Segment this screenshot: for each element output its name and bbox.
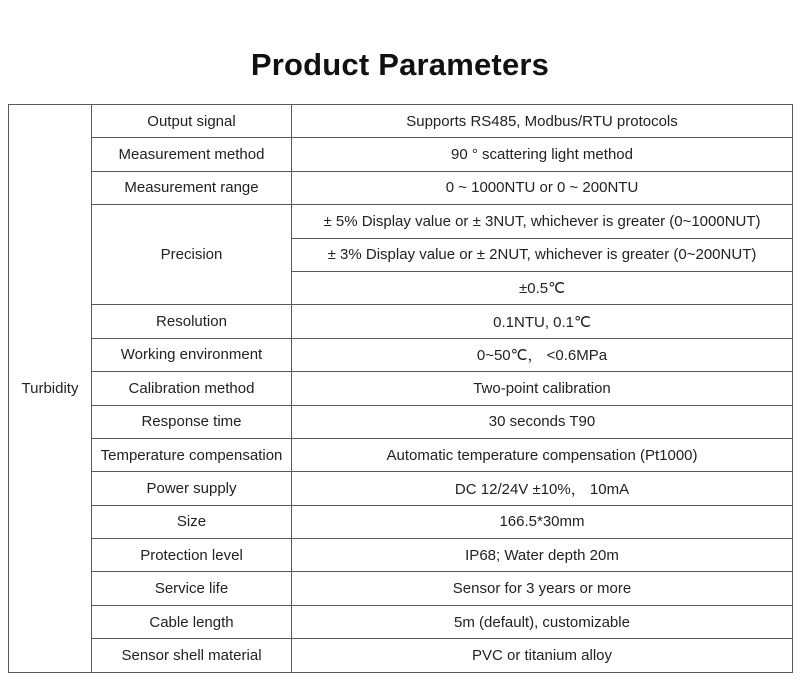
parameter-value-cell: 0 ~ 1000NTU or 0 ~ 200NTU bbox=[292, 171, 793, 204]
parameter-name-cell: Response time bbox=[92, 405, 292, 438]
parameter-value-cell: Two-point calibration bbox=[292, 372, 793, 405]
parameter-value-cell: Automatic temperature compensation (Pt1000) bbox=[292, 438, 793, 471]
parameter-name-cell: Sensor shell material bbox=[92, 639, 292, 672]
parameter-name-cell: Size bbox=[92, 505, 292, 538]
parameter-value-cell: 30 seconds T90 bbox=[292, 405, 793, 438]
parameter-name-cell: Protection level bbox=[92, 539, 292, 572]
table-row bbox=[9, 505, 793, 538]
parameter-value-cell: Sensor for 3 years or more bbox=[292, 572, 793, 605]
parameter-name-cell: Cable length bbox=[92, 605, 292, 638]
table-row bbox=[9, 105, 793, 138]
parameter-name-cell: Resolution bbox=[92, 305, 292, 338]
parameters-table-body bbox=[9, 105, 793, 673]
parameter-value-cell: 0.1NTU, 0.1℃ bbox=[292, 305, 793, 338]
parameter-value-cell: IP68; Water depth 20m bbox=[292, 539, 793, 572]
table-row bbox=[9, 305, 793, 338]
parameter-name-cell: Output signal bbox=[92, 105, 292, 138]
parameter-name-cell: Precision bbox=[92, 205, 292, 305]
parameter-value-cell: DC 12/24V ±10%， 10mA bbox=[292, 472, 793, 505]
parameters-table bbox=[8, 104, 793, 673]
parameter-name-cell: Power supply bbox=[92, 472, 292, 505]
parameter-value-cell: 5m (default), customizable bbox=[292, 605, 793, 638]
parameter-value-cell: PVC or titanium alloy bbox=[292, 639, 793, 672]
table-row bbox=[9, 605, 793, 638]
page-title: Product Parameters bbox=[250, 46, 550, 82]
parameter-name-cell: Calibration method bbox=[92, 372, 292, 405]
table-row bbox=[9, 639, 793, 672]
parameter-value-cell: ±0.5℃ bbox=[292, 271, 793, 304]
parameter-value-cell: Supports RS485, Modbus/RTU protocols bbox=[292, 105, 793, 138]
table-row bbox=[9, 171, 793, 204]
table-row bbox=[9, 205, 793, 238]
parameter-name-cell: Measurement method bbox=[92, 138, 292, 171]
parameter-name-cell: Measurement range bbox=[92, 171, 292, 204]
table-row bbox=[9, 539, 793, 572]
table-row bbox=[9, 472, 793, 505]
table-row bbox=[9, 572, 793, 605]
parameter-value-cell: ± 3% Display value or ± 2NUT, whichever is greater (0~200NUT) bbox=[292, 238, 793, 271]
table-row bbox=[9, 138, 793, 171]
parameter-value-cell: 166.5*30mm bbox=[292, 505, 793, 538]
table-row bbox=[9, 405, 793, 438]
parameter-name-cell: Temperature compensation bbox=[92, 438, 292, 471]
category-cell: Turbidity bbox=[9, 105, 92, 673]
parameter-value-cell: 90 ° scattering light method bbox=[292, 138, 793, 171]
parameter-name-cell: Working environment bbox=[92, 338, 292, 371]
parameter-value-cell: 0~50℃， <0.6MPa bbox=[292, 338, 793, 371]
parameter-name-cell: Service life bbox=[92, 572, 292, 605]
table-row bbox=[9, 372, 793, 405]
parameter-value-cell: ± 5% Display value or ± 3NUT, whichever is greater (0~1000NUT) bbox=[292, 205, 793, 238]
table-row bbox=[9, 438, 793, 471]
table-row bbox=[9, 338, 793, 371]
